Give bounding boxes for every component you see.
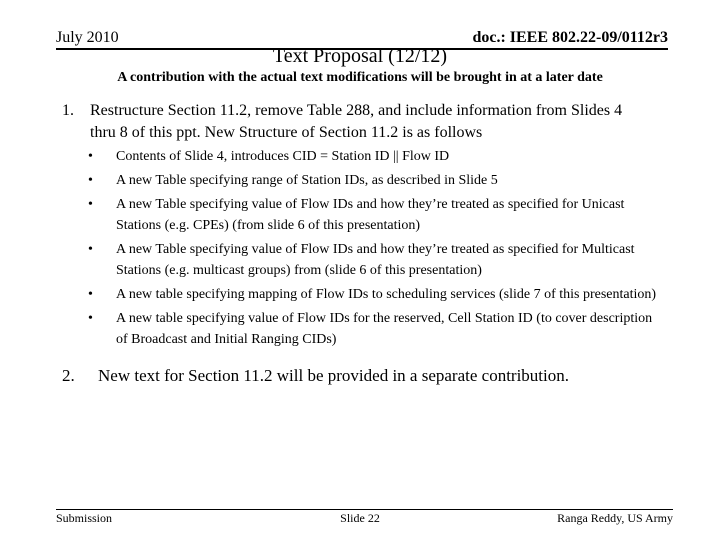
bullet-text: A new Table specifying range of Station IDs, as described in Slide 5 [116, 173, 498, 188]
bullet-text: A new Table specifying value of Flow IDs and how they’re treated as specified for Multicast Stations (e.g. multicast groups) from (slide 6 of this presentation) [116, 242, 635, 278]
bullet-text: A new table specifying value of Flow IDs for the reserved, Cell Station ID (to cover description of Broadcast and Initial Ranging CIDs) [116, 311, 653, 347]
bullet-item [86, 170, 666, 191]
bullet-text: A new Table specifying value of Flow IDs and how they’re treated as specified for Unicast Stations (e.g. CPEs) (from slide 6 of this presentation) [116, 197, 625, 233]
slide-title: Text Proposal (12/12) [272, 45, 448, 67]
bullet-dot-icon: • [88, 242, 93, 257]
bullet-dot-icon: • [88, 287, 93, 302]
footer-slide-number: Slide 22 [340, 511, 380, 525]
footer-submission: Submission [56, 511, 113, 525]
bullet-dot-icon: • [88, 173, 93, 188]
bullet-dot-icon: • [88, 197, 93, 212]
bullet-text: A new table specifying mapping of Flow IDs to scheduling services (slide 7 of this presentation) [116, 287, 657, 302]
footer-divider [56, 509, 673, 510]
bullet-item [86, 284, 666, 305]
footer-author: Ranga Reddy, US Army [557, 511, 673, 525]
list-item-text: Restructure Section 11.2, remove Table 288, and include information from Slides 4 thru 8 of this ppt. New Structure of Section 11.2 is as follows [90, 102, 623, 141]
bullet-text: Contents of Slide 4, introduces CID = Station ID || Flow ID [116, 149, 450, 164]
header-doc-id: doc.: IEEE 802.22-09/0112r3 [472, 29, 668, 46]
list-item-text: New text for Section 11.2 will be provided in a separate contribution. [98, 366, 569, 385]
bullet-item [86, 146, 666, 167]
bullet-dot-icon: • [88, 311, 93, 326]
bullet-dot-icon: • [88, 149, 93, 164]
sub-bullet-list [86, 146, 666, 353]
list-item-number: 1. [62, 102, 74, 119]
bullet-item [86, 194, 666, 236]
header-date: July 2010 [56, 29, 119, 46]
list-item-number: 2. [62, 366, 75, 385]
bullet-item [86, 308, 666, 350]
slide-subtitle: A contribution with the actual text modifications will be brought in at a later date [117, 70, 603, 85]
bullet-item [86, 239, 666, 281]
